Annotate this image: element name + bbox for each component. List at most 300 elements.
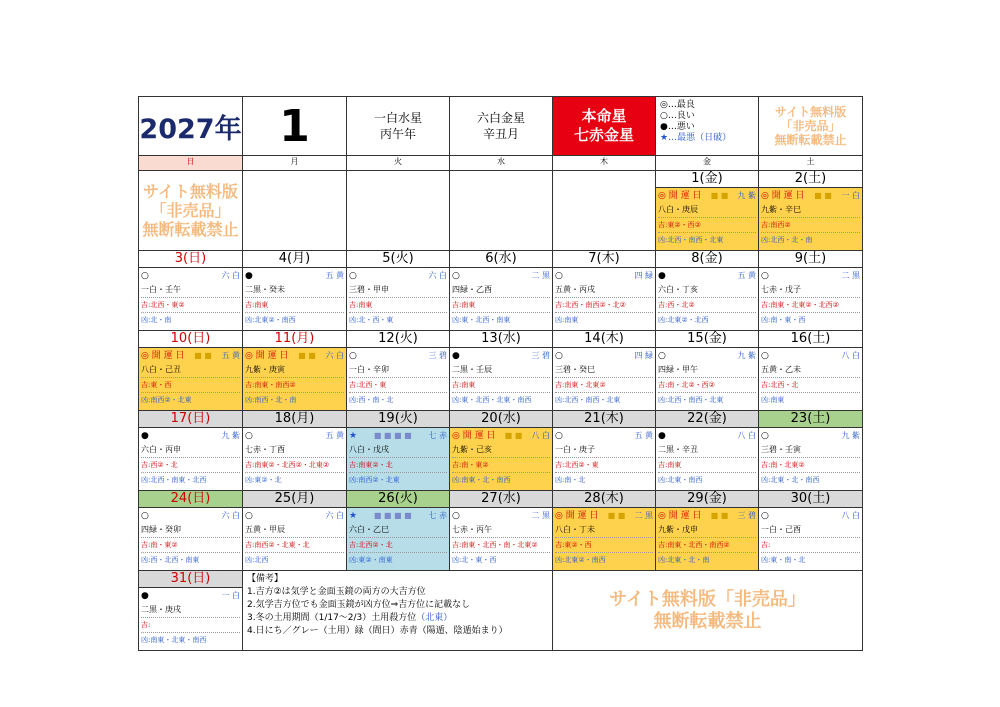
day-kanshi: 八白・丁未 [555, 525, 595, 534]
day-cell [656, 491, 759, 571]
day-lucky-dir: 吉:南・東② [452, 457, 550, 472]
day-body [656, 268, 758, 330]
day-mark-row [658, 269, 756, 283]
day-cell [759, 251, 863, 331]
day-squares: ■ ■ [194, 351, 212, 360]
year-title: 2027年 [139, 97, 243, 156]
watermark-top [759, 97, 863, 156]
day-cell [347, 331, 450, 411]
day-kyusei: 九 紫 [841, 431, 860, 440]
day-date: 2(土) [759, 171, 862, 188]
day-body [347, 348, 449, 410]
day-fortune-mark: ○ [349, 351, 357, 361]
day-cell [243, 251, 347, 331]
day-unlucky-dir: 凶:北西 [245, 552, 344, 567]
day-fortune-mark: ○ [141, 511, 149, 521]
day-date: 11(月) [243, 331, 346, 348]
day-cell [139, 571, 243, 651]
day-fortune-mark: ● [141, 431, 149, 441]
day-kanshi: 八白・己丑 [141, 365, 181, 374]
day-cell [139, 491, 243, 571]
year-eto: 丙午年 [379, 127, 416, 141]
day-cell [139, 331, 243, 411]
day-body [139, 428, 242, 490]
day-kyusei: 一 白 [841, 191, 860, 200]
day-fortune-mark: ○ [349, 271, 357, 281]
day-unlucky-dir: 凶:北西・南西・北東 [658, 232, 756, 247]
day-body [450, 428, 552, 490]
day-cell [656, 251, 759, 331]
legend-good: ○…良い [660, 111, 695, 121]
day-date: 7(木) [553, 251, 655, 268]
day-cell [139, 251, 243, 331]
day-mark-row [349, 269, 447, 283]
day-squares: ■ ■ [504, 431, 523, 440]
day-date: 31(日) [139, 571, 242, 588]
day-lucky-dir: 吉:南東②・北西②・北東② [245, 457, 344, 472]
day-lucky-dir: 吉:南東 [452, 297, 550, 312]
day-lucky-dir: 吉:東②・西 [555, 537, 653, 552]
day-cell [347, 411, 450, 491]
day-unlucky-dir: 凶:北東②・南西 [555, 552, 653, 567]
day-mark-row [141, 509, 240, 523]
day-mark-row [761, 509, 860, 523]
legend [656, 97, 759, 156]
day-unlucky-dir: 凶:南西②・北東 [349, 472, 447, 487]
watermark-line: サイト無料版 [774, 105, 847, 119]
day-mark-row [658, 349, 756, 363]
day-mark-row [761, 189, 860, 203]
day-kanshi: 一白・庚子 [555, 445, 595, 454]
day-mark-row [349, 509, 447, 523]
day-cell [347, 491, 450, 571]
day-lucky-dir: 吉: [141, 617, 240, 632]
watermark-line: 無断転載禁止 [142, 220, 239, 239]
day-mark-row [245, 509, 344, 523]
day-fortune-mark: ○ [761, 271, 769, 281]
day-date: 17(日) [139, 411, 242, 428]
day-unlucky-dir: 凶:北東②・南西 [245, 312, 344, 327]
day-date: 22(金) [656, 411, 758, 428]
day-kanshi: 八白・戊戌 [349, 445, 389, 454]
day-kanshi: 五黄・丙戌 [555, 285, 595, 294]
day-body [347, 508, 449, 570]
day-lucky-dir: 吉:北西・北 [761, 377, 860, 392]
day-date: 19(火) [347, 411, 449, 428]
day-fortune-mark: ◎ 開 運 日 [658, 191, 702, 201]
day-unlucky-dir: 凶:南西・北・南 [245, 392, 344, 407]
day-kanshi: 一白・壬午 [141, 285, 181, 294]
empty-cell [243, 171, 347, 251]
day-lucky-dir: 吉:東②・西② [658, 217, 756, 232]
day-body [139, 268, 242, 330]
month-kyusei: 六白金星 [476, 111, 525, 125]
day-date: 6(水) [450, 251, 552, 268]
day-kyusei: 七 赤 [428, 431, 447, 440]
day-cell [347, 251, 450, 331]
day-cell [553, 411, 656, 491]
day-kanshi: 六白・乙巳 [349, 525, 389, 534]
day-cell [450, 331, 553, 411]
notes-line [247, 612, 548, 625]
day-lucky-dir: 吉:南東・北西・南西② [658, 537, 756, 552]
day-lucky-dir: 吉:南東 [658, 457, 756, 472]
day-lucky-dir: 吉:西・北② [658, 297, 756, 312]
day-fortune-mark: ○ [555, 271, 563, 281]
day-squares: ■ ■ [710, 191, 729, 200]
day-unlucky-dir: 凶:北東・南西 [658, 472, 756, 487]
month-eto: 辛丑月 [482, 127, 519, 141]
watermark-bottom [553, 571, 863, 651]
day-fortune-mark: ◎ 開 運 日 [658, 511, 702, 521]
day-kyusei: 四 緑 [634, 351, 653, 360]
day-cell [139, 411, 243, 491]
dow-tue: 火 [347, 156, 450, 171]
day-kyusei: 二 黒 [841, 271, 860, 280]
day-date: 26(火) [347, 491, 449, 508]
day-kanshi: 六白・丙申 [141, 445, 181, 454]
day-body [656, 188, 758, 250]
legend-bad: ●…悪い [660, 122, 695, 132]
day-body [656, 348, 758, 410]
day-kanshi: 二黒・癸未 [245, 285, 285, 294]
empty-cell [553, 171, 656, 251]
day-mark-row [555, 509, 653, 523]
day-kyusei: 五 黄 [737, 271, 756, 280]
day-mark-row [452, 269, 550, 283]
day-lucky-dir: 吉:北西②・北 [349, 537, 447, 552]
day-unlucky-dir: 凶:南西②・北東 [141, 392, 240, 407]
day-fortune-mark: ○ [245, 431, 253, 441]
day-fortune-mark: ★ [349, 511, 358, 521]
day-kyusei: 五 黄 [221, 351, 240, 360]
day-fortune-mark: ◎ 開 運 日 [141, 351, 185, 361]
day-squares: ■ ■ [814, 191, 832, 200]
day-lucky-dir: 吉:南西② [761, 217, 860, 232]
month-star [450, 97, 553, 156]
day-unlucky-dir: 凶:西・北西・南東 [141, 552, 240, 567]
day-date: 10(日) [139, 331, 242, 348]
day-body [759, 428, 862, 490]
day-fortune-mark: ● [658, 271, 666, 281]
day-mark-row [761, 349, 860, 363]
day-kanshi: 七赤・戊子 [761, 285, 801, 294]
day-date: 29(金) [656, 491, 758, 508]
day-mark-row [245, 269, 344, 283]
day-fortune-mark: ○ [658, 351, 666, 361]
day-unlucky-dir: 凶:北東・北・南 [658, 552, 756, 567]
day-fortune-mark: ○ [141, 271, 149, 281]
watermark-line: 無断転載禁止 [774, 133, 847, 147]
day-unlucky-dir: 凶:東・北西・北東・南西 [452, 392, 550, 407]
day-body [553, 348, 655, 410]
day-unlucky-dir: 凶:北東②・北西 [658, 312, 756, 327]
day-squares: ■ ■ ■ ■ [373, 431, 412, 440]
day-lucky-dir: 吉:南東 [245, 297, 344, 312]
day-body [553, 428, 655, 490]
day-unlucky-dir: 凶:北・西・東 [349, 312, 447, 327]
day-lucky-dir: 吉:南・北東② [761, 457, 860, 472]
legend-best: ◎…最良 [660, 100, 695, 110]
day-fortune-mark: ◎ 開 運 日 [761, 191, 805, 201]
day-body [759, 188, 862, 250]
day-date: 15(金) [656, 331, 758, 348]
day-body [139, 508, 242, 570]
notes-box [243, 571, 553, 651]
day-kyusei: 一 白 [221, 591, 240, 600]
watermark-line: サイト無料版 [143, 182, 238, 201]
day-kanshi: 九紫・辛巳 [761, 205, 801, 214]
day-mark-row [349, 349, 447, 363]
day-mark-row [141, 589, 240, 603]
day-date: 27(水) [450, 491, 552, 508]
day-cell [450, 491, 553, 571]
day-body [243, 268, 346, 330]
day-date: 14(木) [553, 331, 655, 348]
day-lucky-dir: 吉:北西・南西②・北② [555, 297, 653, 312]
day-body [759, 508, 862, 570]
day-date: 28(木) [553, 491, 655, 508]
day-cell [450, 251, 553, 331]
day-lucky-dir: 吉:南・東② [141, 537, 240, 552]
day-kyusei: 九 紫 [737, 351, 756, 360]
watermark-line: サイト無料版「非売品」 [609, 588, 806, 610]
day-lucky-dir: 吉: [761, 537, 860, 552]
day-date: 1(金) [656, 171, 758, 188]
day-fortune-mark: ◎ 開 運 日 [245, 351, 289, 361]
day-mark-row [141, 349, 240, 363]
day-mark-row [658, 429, 756, 443]
calendar-table [138, 96, 863, 651]
day-kanshi: 五黄・乙未 [761, 365, 801, 374]
day-kanshi: 五黄・甲辰 [245, 525, 285, 534]
day-cell [243, 411, 347, 491]
day-kyusei: 六 白 [221, 271, 240, 280]
day-lucky-dir: 吉:南東 [452, 377, 550, 392]
day-mark-row [141, 429, 240, 443]
notes-line: 4.日にち／グレー（土用）緑（間日）赤青（陽遁、陰遁始まり） [247, 626, 508, 636]
day-kanshi: 九紫・庚寅 [245, 365, 285, 374]
day-fortune-mark: ○ [555, 431, 563, 441]
day-date: 12(火) [347, 331, 449, 348]
day-mark-row [555, 429, 653, 443]
dow-thu: 木 [553, 156, 656, 171]
notes-direction: （北東） [416, 613, 453, 623]
day-kanshi: 九紫・己亥 [452, 445, 492, 454]
day-cell [656, 171, 759, 251]
day-date: 8(金) [656, 251, 758, 268]
day-fortune-mark: ○ [761, 431, 769, 441]
day-cell [450, 411, 553, 491]
day-date: 30(土) [759, 491, 862, 508]
month-number: 1 [243, 97, 347, 156]
day-body [656, 508, 758, 570]
day-kyusei: 四 緑 [634, 271, 653, 280]
day-mark-row [555, 269, 653, 283]
day-kanshi: 三碧・癸巳 [555, 365, 595, 374]
day-mark-row [349, 429, 447, 443]
day-kyusei: 二 黒 [634, 511, 653, 520]
day-unlucky-dir: 凶:北西・北・南 [761, 232, 860, 247]
day-lucky-dir: 吉:南西②・北東・北 [245, 537, 344, 552]
day-mark-row [555, 349, 653, 363]
day-cell [553, 491, 656, 571]
day-cell [656, 331, 759, 411]
dow-sat: 土 [759, 156, 863, 171]
day-date: 13(水) [450, 331, 552, 348]
day-kyusei: 九 紫 [221, 431, 240, 440]
day-date: 21(木) [553, 411, 655, 428]
day-unlucky-dir: 凶:北東・北・南西 [761, 472, 860, 487]
day-cell [553, 251, 656, 331]
day-lucky-dir: 吉:北西・東② [141, 297, 240, 312]
day-kyusei: 五 黄 [325, 431, 344, 440]
day-unlucky-dir: 凶:南東 [555, 312, 653, 327]
notes-line: 1.吉方②は気学と金面玉鏡の両方の大吉方位 [247, 587, 426, 597]
day-unlucky-dir: 凶:北西・南西・北東 [658, 392, 756, 407]
day-fortune-mark: ◎ 開 運 日 [555, 511, 599, 521]
day-body [450, 508, 552, 570]
day-squares: ■ ■ [710, 511, 729, 520]
day-body [139, 588, 242, 650]
day-kyusei: 八 白 [841, 511, 860, 520]
day-kyusei: 九 紫 [737, 191, 756, 200]
day-mark-row [761, 269, 860, 283]
day-mark-row [452, 429, 550, 443]
day-kyusei: 三 碧 [531, 351, 550, 360]
day-kyusei: 六 白 [325, 511, 344, 520]
empty-cell [347, 171, 450, 251]
day-body [450, 348, 552, 410]
dow-wed: 水 [450, 156, 553, 171]
day-kanshi: 六白・丁亥 [658, 285, 698, 294]
day-kyusei: 六 白 [221, 511, 240, 520]
day-date: 3(日) [139, 251, 242, 268]
day-lucky-dir: 吉:北西②・東 [555, 457, 653, 472]
day-mark-row [658, 189, 756, 203]
day-fortune-mark: ○ [761, 511, 769, 521]
day-body [656, 428, 758, 490]
watermark-line: 「非売品」 [780, 119, 841, 133]
day-kyusei: 八 白 [841, 351, 860, 360]
year-kyusei: 一白水星 [373, 111, 422, 125]
day-kanshi: 八白・庚辰 [658, 205, 698, 214]
day-kanshi: 九紫・戊申 [658, 525, 698, 534]
day-lucky-dir: 吉:南東 [349, 297, 447, 312]
notes-line: 2.気学吉方位でも金面玉鏡が凶方位⇒吉方位に記載なし [247, 600, 471, 610]
day-kyusei: 二 黒 [531, 511, 550, 520]
day-fortune-mark: ● [452, 351, 460, 361]
day-unlucky-dir: 凶:南東・北・南西 [452, 472, 550, 487]
day-body [243, 348, 346, 410]
day-date: 18(月) [243, 411, 346, 428]
day-cell [759, 411, 863, 491]
day-lucky-dir: 吉:南東②・北 [349, 457, 447, 472]
day-unlucky-dir: 凶:東②・南東 [349, 552, 447, 567]
day-body [243, 428, 346, 490]
day-lucky-dir: 吉:東・西 [141, 377, 240, 392]
day-body [347, 428, 449, 490]
watermark-line: 「非売品」 [150, 201, 231, 220]
day-squares: ■ ■ [298, 351, 316, 360]
day-kyusei: 三 碧 [428, 351, 447, 360]
day-kanshi: 三碧・壬寅 [761, 445, 801, 454]
day-kyusei: 三 碧 [737, 511, 756, 520]
day-fortune-mark: ○ [452, 271, 460, 281]
day-body [553, 268, 655, 330]
day-lucky-dir: 吉:南東・北西・南・北東② [452, 537, 550, 552]
day-lucky-dir: 吉:南東・南西② [245, 377, 344, 392]
empty-cell [450, 171, 553, 251]
day-unlucky-dir: 凶:北西・南西・北東 [555, 392, 653, 407]
day-mark-row [141, 269, 240, 283]
day-mark-row [452, 349, 550, 363]
day-kanshi: 一白・辛卯 [349, 365, 389, 374]
day-fortune-mark: ○ [761, 351, 769, 361]
day-body [450, 268, 552, 330]
day-kanshi: 四緑・甲午 [658, 365, 698, 374]
day-fortune-mark: ● [658, 431, 666, 441]
honmei-star [553, 97, 656, 156]
day-kanshi: 四緑・乙酉 [452, 285, 492, 294]
dow-fri: 金 [656, 156, 759, 171]
day-body [553, 508, 655, 570]
day-lucky-dir: 吉:西②・北 [141, 457, 240, 472]
day-kanshi: 二黒・壬辰 [452, 365, 492, 374]
day-unlucky-dir: 凶:南東・北東・南西 [141, 632, 240, 647]
day-date: 24(日) [139, 491, 242, 508]
day-lucky-dir: 吉:南東・北東② [555, 377, 653, 392]
day-body [139, 348, 242, 410]
watermark-left [139, 171, 243, 251]
day-fortune-mark: ● [141, 591, 149, 601]
day-fortune-mark: ○ [245, 511, 253, 521]
dow-sun: 日 [139, 156, 243, 171]
day-mark-row [658, 509, 756, 523]
day-kanshi: 三碧・甲申 [349, 285, 389, 294]
honmei-value: 七赤金星 [573, 126, 634, 144]
day-date: 9(土) [759, 251, 862, 268]
day-date: 25(月) [243, 491, 346, 508]
day-fortune-mark: ◎ 開 運 日 [452, 431, 496, 441]
day-mark-row [245, 429, 344, 443]
day-cell [759, 491, 863, 571]
day-fortune-mark: ★ [349, 431, 358, 441]
dow-mon: 月 [243, 156, 347, 171]
day-kyusei: 八 白 [737, 431, 756, 440]
day-unlucky-dir: 凶:北・東・西 [452, 552, 550, 567]
day-kanshi: 七赤・丙午 [452, 525, 492, 534]
honmei-label: 本命星 [581, 107, 627, 125]
watermark-line: 無断転載禁止 [653, 610, 762, 632]
day-date: 23(土) [759, 411, 862, 428]
day-unlucky-dir: 凶:東・南・北 [761, 552, 860, 567]
notes-text: 3.冬の土用期間（1/17〜2/3）土用殺方位 [247, 613, 417, 623]
day-unlucky-dir: 凶:東②・北 [245, 472, 344, 487]
day-cell [656, 411, 759, 491]
day-kanshi: 一白・己酉 [761, 525, 801, 534]
day-date: 5(火) [347, 251, 449, 268]
day-fortune-mark: ● [245, 271, 253, 281]
day-cell [243, 331, 347, 411]
day-kyusei: 五 黄 [634, 431, 653, 440]
day-mark-row [245, 349, 344, 363]
day-body [759, 268, 862, 330]
day-kyusei: 六 白 [325, 351, 344, 360]
day-unlucky-dir: 凶:北・南 [141, 312, 240, 327]
day-squares: ■ ■ [607, 511, 626, 520]
day-cell [553, 331, 656, 411]
